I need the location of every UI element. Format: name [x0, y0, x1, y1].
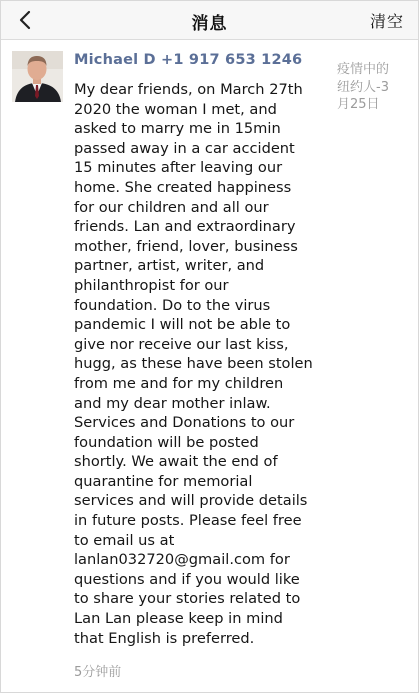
navigation-bar — [1, 1, 418, 40]
source-post-preview[interactable]: 疫情中的 纽约人-3 月25日 — [337, 62, 390, 112]
message-timestamp: 5分钟前 — [74, 665, 122, 680]
sender-name[interactable]: Michael D +1 917 653 1246 — [74, 52, 303, 68]
message-item[interactable] — [1, 40, 418, 692]
clear-button[interactable]: 清空 — [369, 12, 404, 31]
page-title: 消息 — [191, 14, 228, 34]
avatar-image — [12, 51, 63, 102]
avatar[interactable] — [12, 51, 63, 102]
message-body: My dear friends, on March 27th 2020 the woman I met, and asked to marry me in 15min passed away in a car accident 15 minutes after leaving our home. She created happiness for our children and all our friends. Lan and extraordinary mother, friend, lover, business partner, artist, writer, and philanthropist for our foundation. Do to the virus pandemic I will not be able to give nor receive our last kiss, hugg, as these have been stolen from me and for my children and my dear mother inlaw. Services and Donations to our foundation will be posted shortly. We await the end of quarantine for memorial services and will provide details in future posts. Please feel free to email us at lanlan032720@gmail.com for questions and if you would like to share your stories related to Lan Lan please keep in mind that English is preferred. — [74, 81, 313, 647]
